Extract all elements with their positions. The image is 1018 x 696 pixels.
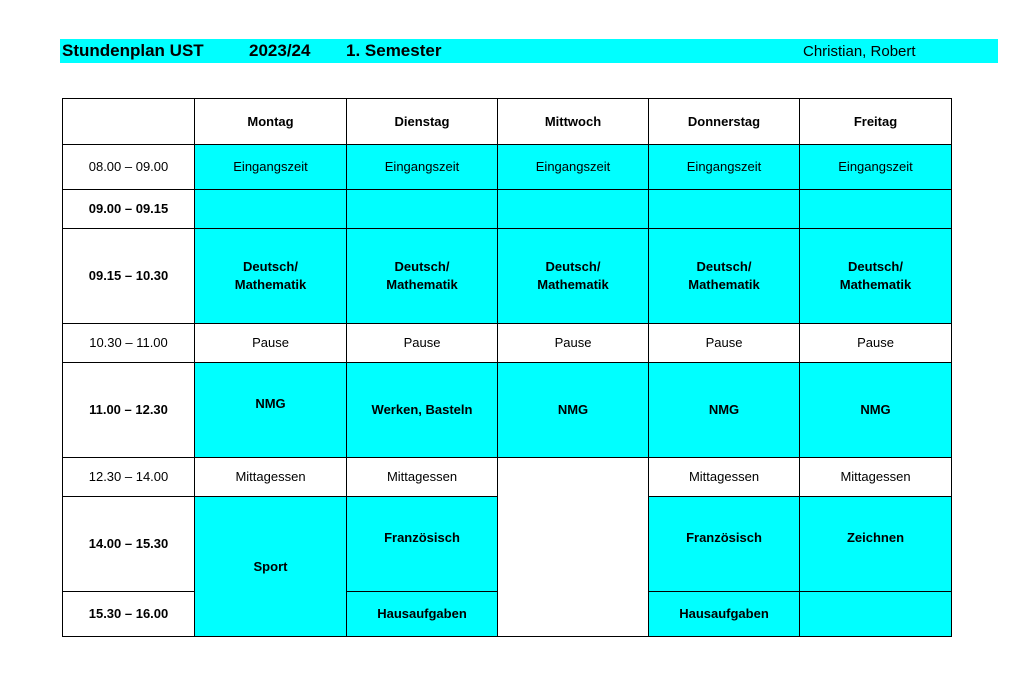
- cell-werken-basteln: Werken, Basteln: [347, 363, 498, 458]
- cell-mittagessen: Mittagessen: [800, 458, 952, 497]
- timetable: [62, 98, 952, 637]
- cell-empty: [195, 190, 347, 229]
- time-cell: 09.00 – 09.15: [63, 190, 195, 229]
- day-header-mittwoch: Mittwoch: [498, 99, 649, 145]
- time-cell: 14.00 – 15.30: [63, 497, 195, 592]
- table-row: [63, 229, 952, 324]
- school-year: 2023/24: [249, 41, 311, 60]
- cell-nmg: NMG: [800, 363, 952, 458]
- cell-hausaufgaben: Hausaufgaben: [347, 592, 498, 637]
- header-bar: [60, 39, 998, 63]
- cell-pause: Pause: [498, 324, 649, 363]
- cell-hausaufgaben: Hausaufgaben: [649, 592, 800, 637]
- cell-empty: [347, 190, 498, 229]
- cell-mittagessen: Mittagessen: [347, 458, 498, 497]
- cell-empty: [800, 592, 952, 637]
- day-header-donnerstag: Donnerstag: [649, 99, 800, 145]
- cell-mittagessen: Mittagessen: [195, 458, 347, 497]
- table-row: [63, 145, 952, 190]
- cell-mittagessen: Mittagessen: [649, 458, 800, 497]
- corner-cell: [63, 99, 195, 145]
- cell-pause: Pause: [195, 324, 347, 363]
- time-cell: 10.30 – 11.00: [63, 324, 195, 363]
- cell-nmg: NMG: [195, 363, 347, 458]
- time-cell: 11.00 – 12.30: [63, 363, 195, 458]
- cell-franzoesisch: Französisch: [649, 497, 800, 592]
- cell-zeichnen: Zeichnen: [800, 497, 952, 592]
- day-header-freitag: Freitag: [800, 99, 952, 145]
- time-cell: 08.00 – 09.00: [63, 145, 195, 190]
- time-cell: 15.30 – 16.00: [63, 592, 195, 637]
- cell-eingangszeit: Eingangszeit: [800, 145, 952, 190]
- cell-empty: [498, 458, 649, 637]
- cell-eingangszeit: Eingangszeit: [195, 145, 347, 190]
- cell-nmg: NMG: [498, 363, 649, 458]
- cell-empty: [800, 190, 952, 229]
- day-header-row: [63, 99, 952, 145]
- cell-empty: [649, 190, 800, 229]
- student-name: Christian, Robert: [803, 43, 916, 60]
- table-row: [63, 190, 952, 229]
- cell-eingangszeit: Eingangszeit: [347, 145, 498, 190]
- cell-deutsch-mathematik: Deutsch/ Mathematik: [800, 229, 952, 324]
- cell-deutsch-mathematik: Deutsch/ Mathematik: [347, 229, 498, 324]
- cell-empty: [498, 190, 649, 229]
- table-row: [63, 363, 952, 458]
- day-header-dienstag: Dienstag: [347, 99, 498, 145]
- cell-deutsch-mathematik: Deutsch/ Mathematik: [498, 229, 649, 324]
- cell-franzoesisch: Französisch: [347, 497, 498, 592]
- cell-deutsch-mathematik: Deutsch/ Mathematik: [195, 229, 347, 324]
- cell-deutsch-mathematik: Deutsch/ Mathematik: [649, 229, 800, 324]
- cell-pause: Pause: [800, 324, 952, 363]
- day-header-montag: Montag: [195, 99, 347, 145]
- cell-nmg: NMG: [649, 363, 800, 458]
- time-cell: 12.30 – 14.00: [63, 458, 195, 497]
- cell-eingangszeit: Eingangszeit: [498, 145, 649, 190]
- cell-pause: Pause: [649, 324, 800, 363]
- cell-eingangszeit: Eingangszeit: [649, 145, 800, 190]
- table-row: [63, 458, 952, 497]
- semester: 1. Semester: [346, 41, 442, 60]
- page-title: Stundenplan UST: [62, 41, 204, 60]
- cell-sport: Sport: [195, 497, 347, 637]
- time-cell: 09.15 – 10.30: [63, 229, 195, 324]
- table-row: [63, 324, 952, 363]
- cell-pause: Pause: [347, 324, 498, 363]
